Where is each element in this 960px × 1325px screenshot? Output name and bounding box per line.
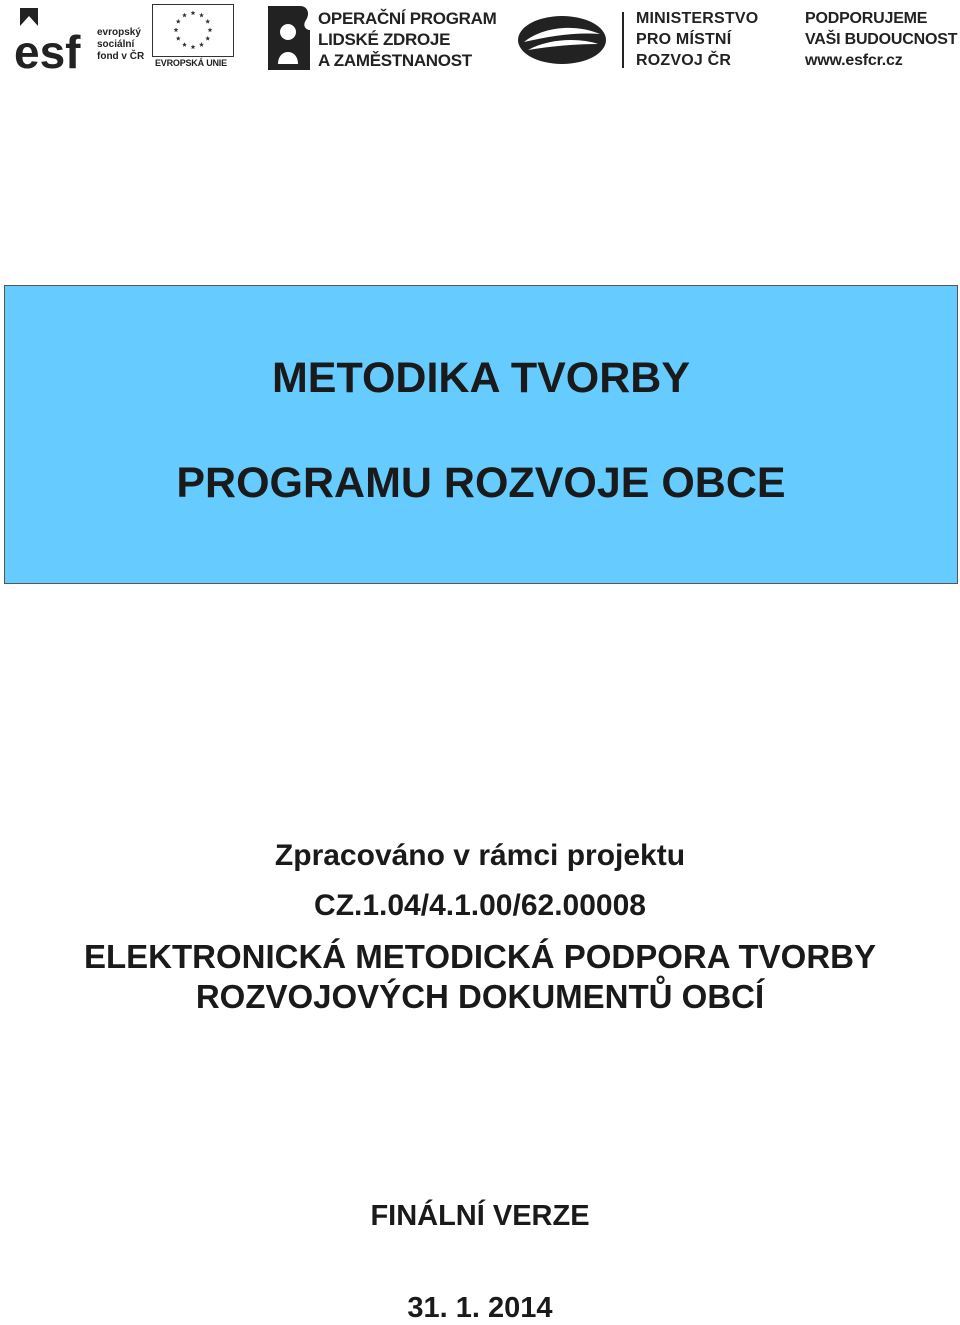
document-date: 31. 1. 2014	[407, 1292, 553, 1324]
mmr-divider	[622, 12, 624, 68]
eu-flag-icon	[152, 4, 234, 58]
op-lzz-logo-icon	[264, 4, 312, 72]
op-lzz-text: OPERAČNÍ PROGRAM LIDSKÉ ZDROJE A ZAMĚSTNANOST	[318, 9, 497, 70]
version-label: FINÁLNÍ VERZE	[370, 1200, 590, 1232]
title-box	[4, 285, 958, 584]
project-code: CZ.1.04/4.1.00/62.00008	[314, 889, 646, 922]
esf-mark-text: esf	[14, 26, 81, 70]
logo-bar	[0, 0, 960, 80]
slogan-text: PODPORUJEME VAŠI BUDOUCNOST www.esfcr.cz	[805, 10, 958, 69]
document-title-line-2: PROGRAMU ROZVOJE OBCE	[176, 459, 786, 507]
project-name-line-2: ROZVOJOVÝCH DOKUMENTŮ OBCÍ	[195, 978, 765, 1015]
project-name-line-1: ELEKTRONICKÁ METODICKÁ PODPORA TVORBY	[83, 938, 877, 975]
document-title-line-1: METODIKA TVORBY	[271, 354, 691, 402]
eu-label: EVROPSKÁ UNIE	[155, 58, 227, 68]
processed-label: Zpracováno v rámci projektu	[274, 839, 686, 872]
mmr-logo-icon	[514, 12, 610, 68]
esf-logo	[14, 4, 96, 70]
esf-caption: evropský sociální fond v ČR	[97, 27, 145, 62]
mmr-text: MINISTERSTVO PRO MÍSTNÍ ROZVOJ ČR	[636, 10, 759, 69]
